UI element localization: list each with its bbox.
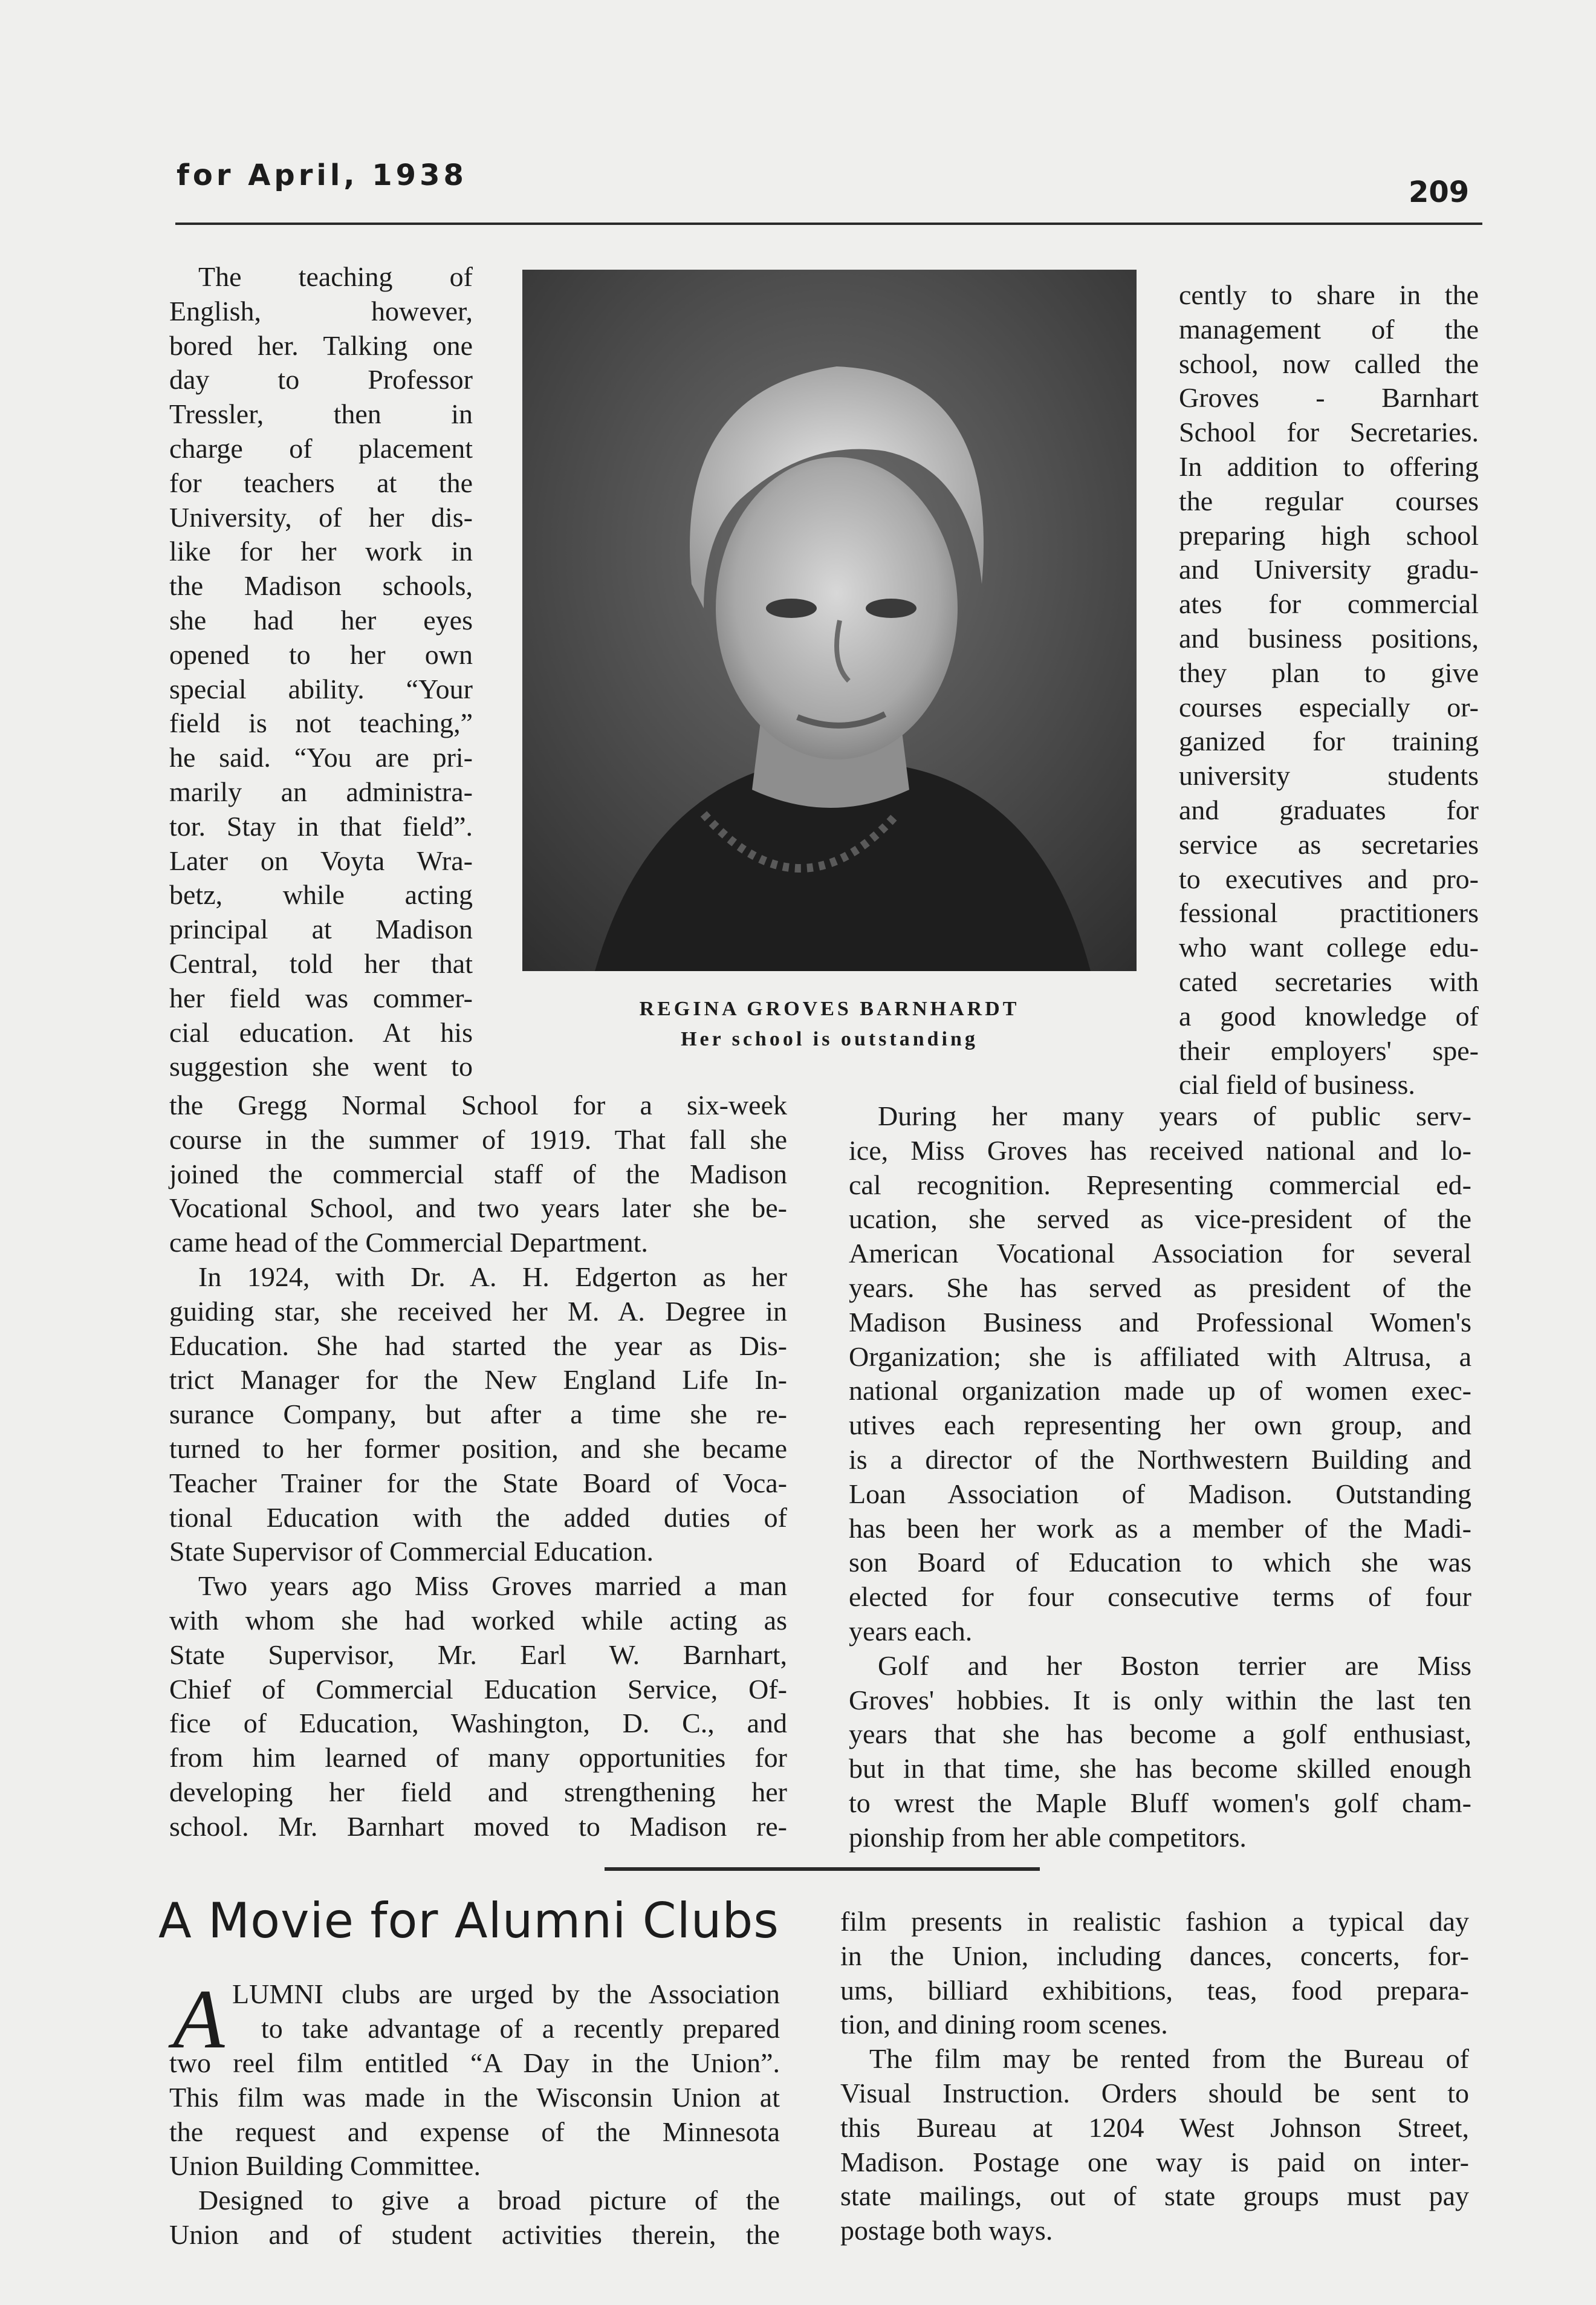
text-line: fessional practitioners [1179, 897, 1479, 929]
text-line: In addition to offering [1179, 450, 1479, 482]
text-line: to wrest the Maple Bluff women's golf cham- [849, 1787, 1471, 1818]
movie-left-first [232, 1977, 780, 2046]
text-line: Education. She had started the year as Dis- [169, 1330, 787, 1361]
text-line: elected for four consecutive terms of four [849, 1581, 1471, 1613]
text-line: field is not teaching,” [169, 707, 473, 739]
text-line: developing her field and strengthening her [169, 1776, 787, 1807]
text-line: In 1924, with Dr. A. H. Edgerton as her [198, 1261, 787, 1292]
text-line: fice of Education, Washington, D. C., and [169, 1708, 787, 1739]
issue-date: for April, 1938 [177, 158, 467, 192]
text-line: Vocational School, and two years later she be- [169, 1192, 787, 1224]
text-line: years. She has served as president of the [849, 1272, 1471, 1303]
text-line: ums, billiard exhibitions, teas, food prepara- [840, 1974, 1469, 2006]
text-line: school. Mr. Barnhart moved to Madison re- [169, 1810, 787, 1842]
text-line: opened to her own [169, 639, 473, 670]
text-line: betz, while acting [169, 879, 473, 911]
text-line: courses especially or- [1179, 691, 1479, 723]
text-line: her field was commer- [169, 982, 473, 1013]
text-line: their employers' spe- [1179, 1035, 1479, 1066]
text-line: national organization made up of women exec- [849, 1375, 1471, 1406]
text-line: American Vocational Association for several [849, 1238, 1471, 1269]
text-line: school, now called the [1179, 348, 1479, 379]
text-line: with whom she had worked while acting as [169, 1604, 787, 1636]
text-line: pionship from her able competitors. [849, 1821, 1247, 1853]
movie-section-title: A Movie for Alumni Clubs [158, 1893, 779, 1949]
photo-caption-subtitle: Her school is outstanding [681, 1028, 978, 1050]
text-line: Designed to give a broad picture of the [198, 2185, 780, 2216]
text-line: they plan to give [1179, 657, 1479, 688]
text-line: Tressler, then in [169, 398, 473, 430]
text-line: joined the commercial staff of the Madison [169, 1158, 787, 1189]
drop-cap: A [173, 1972, 225, 2066]
text-line: film presents in realistic fashion a typical day [840, 1906, 1469, 1937]
text-line: cial education. At his [169, 1016, 473, 1048]
text-line: Organization; she is affiliated with Altrusa, a [849, 1341, 1471, 1372]
text-line: but in that time, she has become skilled enough [849, 1753, 1471, 1784]
text-line: Union Building Committee. [169, 2150, 481, 2182]
text-line: Two years ago Miss Groves married a man [198, 1570, 787, 1602]
section-divider [605, 1867, 1040, 1871]
text-line: Groves - Barnhart [1179, 382, 1479, 414]
text-line: cal recognition. Representing commercial ed- [849, 1169, 1471, 1200]
text-line: Later on Voyta Wra- [169, 845, 473, 876]
text-line: special ability. “Your [169, 673, 473, 704]
text-line: tional Education with the added duties of [169, 1501, 787, 1533]
text-line: and graduates for [1179, 794, 1479, 825]
text-line: service as secretaries [1179, 828, 1479, 860]
movie-right-column [840, 1905, 1469, 2248]
text-line: Golf and her Boston terrier are Miss [878, 1650, 1471, 1681]
text-line: charge of placement [169, 432, 473, 464]
text-line: came head of the Commercial Department. [169, 1227, 648, 1258]
text-line: cial field of business. [1179, 1069, 1415, 1100]
text-line: to executives and pro- [1179, 863, 1479, 894]
text-line: LUMNI clubs are urged by the Association [232, 1978, 780, 2009]
text-line: principal at Madison [169, 914, 473, 945]
text-line: the regular courses [1179, 485, 1479, 516]
text-line: postage both ways. [840, 2215, 1053, 2246]
header-rule [175, 223, 1482, 225]
text-line: from him learned of many opportunities for [169, 1742, 787, 1773]
text-line: course in the summer of 1919. That fall she [169, 1123, 787, 1155]
text-line: The teaching of [198, 261, 473, 292]
text-line: English, however, [169, 295, 473, 327]
text-line: Groves' hobbies. It is only within the last ten [849, 1684, 1471, 1715]
text-line: to take advantage of a recently prepared [261, 2012, 780, 2044]
text-line: Union and of student activities therein, the [169, 2219, 780, 2250]
text-line: utives each representing her own group, and [849, 1409, 1471, 1441]
text-line: state mailings, out of state groups must pay [840, 2180, 1469, 2212]
text-line: tor. Stay in that field”. [169, 810, 473, 842]
text-line: Chief of Commercial Education Service, Of- [169, 1673, 787, 1705]
text-line: a good knowledge of [1179, 1000, 1479, 1032]
text-line: she had her eyes [169, 604, 473, 636]
text-line: day to Professor [169, 364, 473, 395]
text-line: This film was made in the Wisconsin Union at [169, 2081, 780, 2113]
article-right-wide [849, 1099, 1471, 1855]
text-line: the request and expense of the Minnesota [169, 2116, 780, 2147]
text-line: The film may be rented from the Bureau of [869, 2043, 1469, 2075]
text-line: who want college edu- [1179, 932, 1479, 963]
movie-left-column [169, 2046, 780, 2252]
page-number: 209 [1409, 175, 1470, 209]
text-line: management of the [1179, 313, 1479, 345]
text-line: turned to her former position, and she became [169, 1432, 787, 1464]
text-line: ates for commercial [1179, 588, 1479, 620]
text-line: Loan Association of Madison. Outstanding [849, 1478, 1471, 1509]
photo-caption-name: REGINA GROVES BARNHARDT [639, 998, 1020, 1020]
text-line: surance Company, but after a time she re- [169, 1399, 787, 1430]
text-line: Madison. Postage one way is paid on inter- [840, 2146, 1469, 2177]
article-left-wide [169, 1088, 787, 1844]
text-line: Madison Business and Professional Women's [849, 1306, 1471, 1338]
text-line: university students [1179, 760, 1479, 792]
text-line: and business positions, [1179, 622, 1479, 654]
text-line: Central, told her that [169, 948, 473, 979]
text-line: the Madison schools, [169, 570, 473, 602]
text-line: ucation, she served as vice-president of the [849, 1203, 1471, 1235]
text-line: cently to share in the [1179, 279, 1479, 310]
text-line: State Supervisor of Commercial Education. [169, 1536, 654, 1567]
text-line: in the Union, including dances, concerts, for- [840, 1940, 1469, 1971]
text-line: School for Secretaries. [1179, 417, 1479, 448]
text-line: son Board of Education to which she was [849, 1547, 1471, 1578]
text-line: years each. [849, 1615, 973, 1647]
text-line: ganized for training [1179, 726, 1479, 757]
text-line: is a director of the Northwestern Building and [849, 1443, 1471, 1475]
article-right-narrow [1179, 278, 1479, 1102]
text-line: years that she has become a golf enthusiast, [849, 1718, 1471, 1750]
text-line: two reel film entitled “A Day in the Union”. [169, 2047, 780, 2078]
text-line: Teacher Trainer for the State Board of Voca- [169, 1467, 787, 1498]
text-line: State Supervisor, Mr. Earl W. Barnhart, [169, 1639, 787, 1670]
text-line: ice, Miss Groves has received national and lo- [849, 1134, 1471, 1166]
text-line: and University gradu- [1179, 554, 1479, 585]
text-line: the Gregg Normal School for a six-week [169, 1090, 787, 1120]
text-line: suggestion she went to [169, 1051, 473, 1082]
text-line: marily an administra- [169, 776, 473, 807]
text-line: preparing high school [1179, 519, 1479, 551]
text-line: this Bureau at 1204 West Johnson Street, [840, 2112, 1469, 2143]
text-line: has been her work as a member of the Madi- [849, 1512, 1471, 1544]
text-line: for teachers at the [169, 467, 473, 498]
text-line: guiding star, she received her M. A. Degree in [169, 1295, 787, 1327]
text-line: University, of her dis- [169, 501, 473, 533]
text-line: tion, and dining room scenes. [840, 2009, 1168, 2040]
text-line: he said. “You are pri- [169, 742, 473, 773]
portrait-photo [522, 270, 1137, 971]
text-line: cated secretaries with [1179, 966, 1479, 997]
text-line: trict Manager for the New England Life In- [169, 1364, 787, 1396]
text-line: like for her work in [169, 536, 473, 567]
text-line: Visual Instruction. Orders should be sent to [840, 2077, 1469, 2108]
article-left-narrow [169, 260, 473, 1084]
text-line: During her many years of public serv- [878, 1100, 1471, 1131]
text-line: bored her. Talking one [169, 330, 473, 361]
